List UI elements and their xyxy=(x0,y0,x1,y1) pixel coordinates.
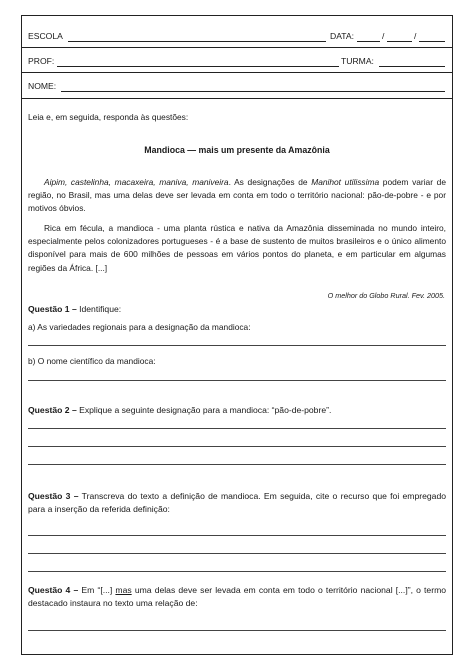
scientific-name: Manihot utilissima xyxy=(311,177,380,187)
teacher-field[interactable] xyxy=(57,66,339,67)
worksheet-border xyxy=(21,15,453,655)
answer-line[interactable] xyxy=(28,553,446,554)
date-year-field[interactable] xyxy=(419,41,445,42)
date-label: DATA: xyxy=(330,31,355,41)
answer-line[interactable] xyxy=(28,380,446,381)
date-month-field[interactable] xyxy=(387,41,412,42)
divider xyxy=(21,72,453,73)
question-4: Questão 4 – Em “[...] mas uma delas deve ser levada em conta em todo o território nacional [...]”, o termo destacado instaura no texto uma relação de: xyxy=(28,585,447,609)
date-sep-2: / xyxy=(414,31,417,41)
text-title: Mandioca — mais um presente da Amazônia xyxy=(144,145,330,155)
divider xyxy=(21,98,453,99)
answer-line[interactable] xyxy=(28,630,446,631)
regional-names: Aipim, castelinha, macaxeira, maniva, maniveira xyxy=(44,177,229,187)
answer-line[interactable] xyxy=(28,428,446,429)
teacher-label: PROF: xyxy=(28,56,55,66)
answer-line[interactable] xyxy=(28,345,446,346)
date-day-field[interactable] xyxy=(357,41,380,42)
instructions: Leia e, em seguida, responda às questões: xyxy=(28,112,189,122)
divider xyxy=(21,47,453,48)
school-label: ESCOLA xyxy=(28,31,63,41)
date-sep-1: / xyxy=(382,31,385,41)
answer-line[interactable] xyxy=(28,535,446,536)
highlighted-term: mas xyxy=(115,585,132,595)
question-2: Questão 2 – Explique a seguinte designação para a mandioca: “pão-de-pobre”. xyxy=(28,405,332,415)
paragraph-1: Aipim, castelinha, macaxeira, maniva, maniveira. As designações de Manihot utilissima podem variar de região, no Brasil, mas uma delas deve ser levada em conta em todo o território nacional: pão-de-pobre - e por motivos óbvios. xyxy=(28,177,446,214)
question-1a: a) As variedades regionais para a designação da mandioca: xyxy=(28,322,251,332)
source-citation: O melhor do Globo Rural. Fev. 2005. xyxy=(327,291,445,300)
question-3: Questão 3 – Transcreva do texto a definição de mandioca. Em seguida, cite o recurso que foi empregado para a inserção da referida definição: xyxy=(28,491,447,515)
answer-line[interactable] xyxy=(28,446,446,447)
answer-line[interactable] xyxy=(28,571,446,572)
paragraph-2: Rica em fécula, a mandioca - uma planta rústica e nativa da Amazônia disseminada no mundo inteiro, especialmente pelos colonizadores portugueses - é a base de sustento de muitos brasileiros e o único alimento disponível para mais de 600 milhões de pessoas em vários pontos do planeta, e em particular em algumas regiões da África. [...] xyxy=(28,223,446,273)
answer-line[interactable] xyxy=(28,464,446,465)
question-1: Questão 1 – Identifique: xyxy=(28,304,122,314)
school-field[interactable] xyxy=(68,41,326,42)
name-field[interactable] xyxy=(61,91,445,92)
question-1b: b) O nome científico da mandioca: xyxy=(28,356,156,366)
name-label: NOME: xyxy=(28,81,57,91)
class-field[interactable] xyxy=(379,66,445,67)
class-label: TURMA: xyxy=(341,56,374,66)
